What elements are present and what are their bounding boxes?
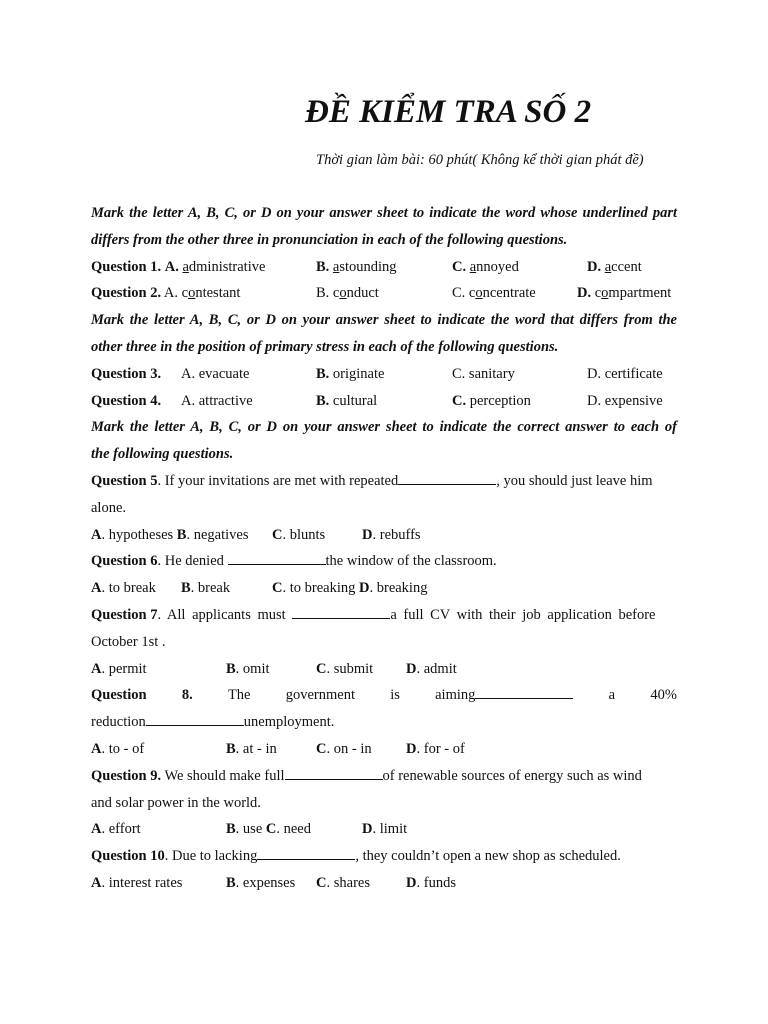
question-label: Question 4. (91, 392, 162, 409)
option-letter: C (316, 660, 327, 677)
option-letter: A (91, 740, 102, 757)
question-2 (91, 280, 677, 307)
answer-blank[interactable] (228, 550, 326, 565)
option-letter: B (226, 660, 236, 677)
question-6-stem (91, 548, 677, 575)
option-text: . breaking (369, 580, 428, 597)
instruction-2-line-2: other three in the position of primary stress in each of the following questions. (91, 338, 559, 355)
option-text: nnoyed (476, 258, 519, 275)
option-text: . submit (326, 660, 374, 677)
question-8-options (91, 736, 677, 763)
exam-content (91, 200, 677, 897)
option-letter: B (226, 821, 236, 838)
option-text: c (468, 285, 476, 302)
option-letter: A. (164, 258, 179, 275)
option-text: . for - of (416, 740, 465, 757)
question-label: Question 5 (91, 472, 158, 489)
option-text: . break (190, 580, 231, 597)
question-3 (91, 361, 677, 388)
option-underlined: o (339, 285, 347, 302)
question-8-stem-cont (91, 709, 677, 736)
instruction-2-line-1: Mark the letter A, B, C, or D on your answer sheet to indicate the word that differs from the (91, 312, 677, 329)
option-text: stounding (339, 258, 397, 275)
question-4 (91, 388, 677, 415)
option-text: attractive (198, 392, 253, 409)
question-text: . All applicants must (157, 606, 293, 623)
instruction-3-line-1: Mark the letter A, B, C, or D on your answer sheet to indicate the correct answer to each of (91, 419, 677, 436)
option-letter: D. (577, 285, 592, 302)
option-text: expensive (604, 392, 663, 409)
option-letter: C (265, 821, 277, 838)
option-letter: C (272, 580, 283, 597)
option-underlined: o (188, 285, 196, 302)
answer-blank[interactable] (285, 765, 383, 780)
question-label: Question 7 (91, 606, 158, 623)
question-5-stem-cont: alone. (91, 499, 127, 516)
option-letter: D (362, 821, 373, 838)
option-text: . shares (326, 874, 370, 891)
question-text: , you should just leave him (496, 472, 653, 489)
question-text: , they couldn’t open a new shop as scheduled. (355, 848, 621, 865)
question-label: Question (91, 687, 147, 704)
option-text: . funds (416, 874, 456, 891)
question-9-stem (91, 763, 677, 790)
exam-subtitle: Thời gian làm bài: 60 phút( Không kể thời gian phát đề) (316, 152, 644, 168)
option-underlined: o (601, 285, 609, 302)
answer-blank[interactable] (475, 684, 573, 699)
question-number: 8. (181, 687, 193, 704)
option-text: sanitary (468, 365, 515, 382)
option-text: . limit (372, 821, 408, 838)
option-letter: D (362, 526, 373, 543)
option-letter: C (272, 526, 283, 543)
question-text: a full CV with their job application before (390, 606, 656, 623)
question-6-options (91, 575, 677, 602)
option-letter: A (91, 526, 102, 543)
question-label: Question 1. (91, 258, 162, 275)
option-letter: A. (163, 285, 179, 302)
option-text: ccent (611, 258, 642, 275)
option-text: . to break (101, 580, 156, 597)
option-letter: B. (316, 392, 330, 409)
question-label: Question 9. (91, 767, 162, 784)
option-text: c (181, 285, 189, 302)
option-text: . need (276, 821, 311, 838)
question-label: Question 10 (91, 848, 165, 865)
question-word: aiming (435, 687, 476, 704)
option-letter: D (406, 874, 417, 891)
question-10-stem (91, 843, 677, 870)
question-text: reduction (91, 714, 146, 731)
option-text: evacuate (198, 365, 250, 382)
option-text: . hypotheses (101, 526, 174, 543)
option-letter: A (91, 821, 102, 838)
option-text: . to - of (101, 740, 145, 757)
instruction-1-line-2: differs from the other three in pronunciation in each of the following questions. (91, 231, 568, 248)
option-letter: D. (587, 258, 602, 275)
option-letter: C. (452, 285, 466, 302)
answer-blank[interactable] (292, 604, 390, 619)
option-letter: A. (181, 392, 196, 409)
option-text: ncentrate (482, 285, 536, 302)
answer-blank[interactable] (257, 845, 355, 860)
option-letter: D (359, 580, 370, 597)
question-10-options (91, 870, 677, 897)
option-underlined: a (182, 258, 189, 275)
question-text: We should make full (161, 767, 285, 784)
option-text: . rebuffs (372, 526, 421, 543)
question-label: Question 6 (91, 553, 158, 570)
option-letter: D. (587, 392, 602, 409)
exam-title: ĐỀ KIỂM TRA SỐ 2 (305, 94, 592, 130)
question-word: 40% (650, 687, 677, 704)
question-9-stem-cont: and solar power in the world. (91, 794, 261, 811)
option-text: . to breaking (282, 580, 356, 597)
option-letter: D (406, 660, 417, 677)
option-text: c (332, 285, 340, 302)
option-letter: A (91, 580, 102, 597)
option-letter: B (226, 740, 236, 757)
option-underlined: o (475, 285, 483, 302)
option-letter: B (226, 874, 236, 891)
instruction-1-line-1: Mark the letter A, B, C, or D on your answer sheet to indicate the word whose underlined part (91, 205, 677, 221)
question-word: government (285, 687, 355, 704)
option-letter: D (406, 740, 417, 757)
question-text: of renewable sources of energy such as wind (382, 767, 642, 784)
option-letter: B (176, 526, 187, 543)
question-7-stem (91, 602, 677, 629)
question-text: . If your invitations are met with repeated (157, 472, 399, 489)
question-word: is (390, 687, 400, 704)
option-text: . permit (101, 660, 147, 677)
question-5-stem (91, 468, 677, 495)
option-text: cultural (332, 392, 378, 409)
option-text: . interest rates (101, 874, 183, 891)
option-text: nduct (346, 285, 379, 302)
question-5-options (91, 522, 677, 549)
option-text: ntestant (195, 285, 241, 302)
option-text: mpartment (608, 285, 672, 302)
question-text: unemployment. (243, 714, 335, 731)
option-text: c (594, 285, 602, 302)
option-letter: C. (452, 392, 467, 409)
option-letter: B. (316, 285, 330, 302)
question-7-options (91, 656, 677, 683)
option-text: perception (469, 392, 531, 409)
option-letter: B. (316, 365, 330, 382)
option-underlined: a (604, 258, 612, 275)
option-text: . omit (235, 660, 270, 677)
question-text: the window of the classroom. (325, 553, 497, 570)
option-letter: B (181, 580, 191, 597)
instruction-3-line-2: the following questions. (91, 446, 234, 463)
option-text: . use (235, 821, 263, 838)
question-1 (91, 254, 677, 281)
option-underlined: a (469, 258, 477, 275)
question-7-stem-cont: October 1st . (91, 633, 166, 650)
question-text: . Due to lacking (164, 848, 258, 865)
question-text: . He denied (157, 553, 228, 570)
question-label: Question 2. (91, 285, 162, 302)
option-text: . effort (101, 821, 141, 838)
option-letter: C. (452, 365, 466, 382)
option-underlined: a (332, 258, 340, 275)
option-text: dministrative (188, 258, 266, 275)
option-letter: A (91, 874, 102, 891)
option-letter: D. (587, 365, 602, 382)
question-label: Question 3. (91, 365, 162, 382)
question-9-options (91, 816, 677, 843)
option-letter: C. (452, 258, 467, 275)
option-letter: A. (181, 365, 196, 382)
option-text: . expenses (235, 874, 296, 891)
option-letter: A (91, 660, 102, 677)
option-letter: C (316, 740, 327, 757)
question-word: a (608, 687, 616, 704)
option-letter: B. (316, 258, 330, 275)
question-word: The (227, 687, 251, 704)
question-8-stem (91, 682, 677, 709)
answer-blank[interactable] (146, 711, 244, 726)
option-text: . at - in (235, 740, 277, 757)
option-text: certificate (604, 365, 663, 382)
answer-blank[interactable] (398, 470, 496, 485)
option-letter: C (316, 874, 327, 891)
option-text: originate (332, 365, 385, 382)
option-text: . on - in (326, 740, 372, 757)
option-text: . negatives (186, 526, 249, 543)
option-text: . admit (416, 660, 457, 677)
option-text: . blunts (282, 526, 326, 543)
